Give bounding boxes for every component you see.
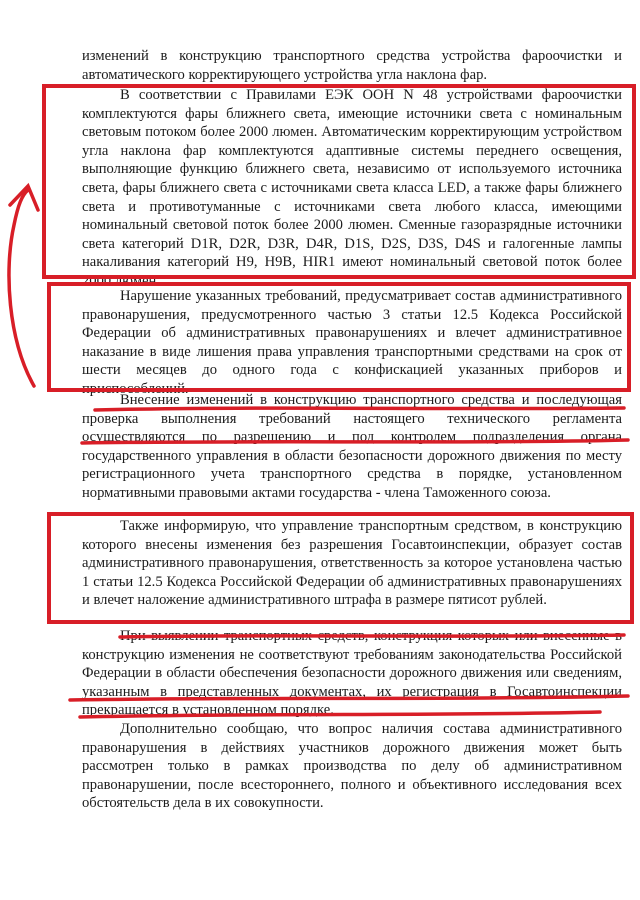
paragraph-1: изменений в конструкцию транспортного средства устройства фароочистки и автоматического корректирующего устройства угла наклона фар. bbox=[82, 48, 622, 83]
arrowhead-icon bbox=[10, 186, 38, 210]
paragraph-2: В соответствии с Правилами ЕЭК ООН N 48 устройствами фароочистки комплектуются фары ближнего света, имеющие источники света с номинальным световым потоком более 2000 люмен. Автоматическим корректирующим устройством угла наклона фар комплектуются адаптивные системы переднего освещения, выполняющие функцию ближнего света, независимо от используемого источника света, фары ближнего света с источниками света класса LED, а также фары ближнего света и противотуманные с источниками света любого класса, имеющими номинальный световой поток более 2000 люмен. Сменные газоразрядные источники света категорий D1R, D2R, D3R, D4R, D1S, D2S, D3S, D4S и галогенные лампы накаливания категорий H9, H9B, HIR1 имеют номинальный световой поток более 2000 люмен. bbox=[82, 87, 622, 289]
paragraph-5: Также информирую, что управление транспортным средством, в конструкцию которого внесены изменения без разрешения Госавтоинспекции, образует состав административного правонарушения, ответственность за которое установлена частью 1 статьи 12.5 Кодекса Российской Федерации об административных правонарушениях и влечет наложение административного штрафа в размере пятисот рублей. bbox=[82, 518, 622, 609]
paragraph-7: Дополнительно сообщаю, что вопрос наличия состава административного правонарушения в действиях участников дорожного движения может быть рассмотрен только в рамках производства по делу об административном правонарушении, после всестороннего, полного и объективного исследования всех обстоятельств дела в их совокупности. bbox=[82, 721, 622, 812]
paragraph-6: При выявлении транспортных средств, конструкция которых или внесенные в конструкцию изменения не соответствуют требованиям законодательства Российской Федерации в области обеспечения безопасности дорожного движения или сведениям, указанным в представленных документах, их регистрация в Госавтоинспекции прекращается в установленном порядке. bbox=[82, 628, 622, 719]
curved-arrow-line bbox=[9, 190, 34, 386]
paragraph-3: Нарушение указанных требований, предусматривает состав административного правонарушения, предусмотренного частью 3 статьи 12.5 Кодекса Российской Федерации об административных правонарушениях и влечет административное наказание в виде лишения права управления транспортными средствами на срок от шести месяцев до одного года с конфискацией указанных приборов и приспособлений. bbox=[82, 288, 622, 397]
paragraph-4: Внесение изменений в конструкцию транспортного средства и последующая проверка выполнения требований настоящего технического регламента осуществляются по разрешению и под контролем подразделения органа государственного управления в области безопасности дорожного движения по месту регистрационного учета транспортного средства в порядке, установленном нормативными правовыми актами государства - члена Таможенного союза. bbox=[82, 392, 622, 501]
